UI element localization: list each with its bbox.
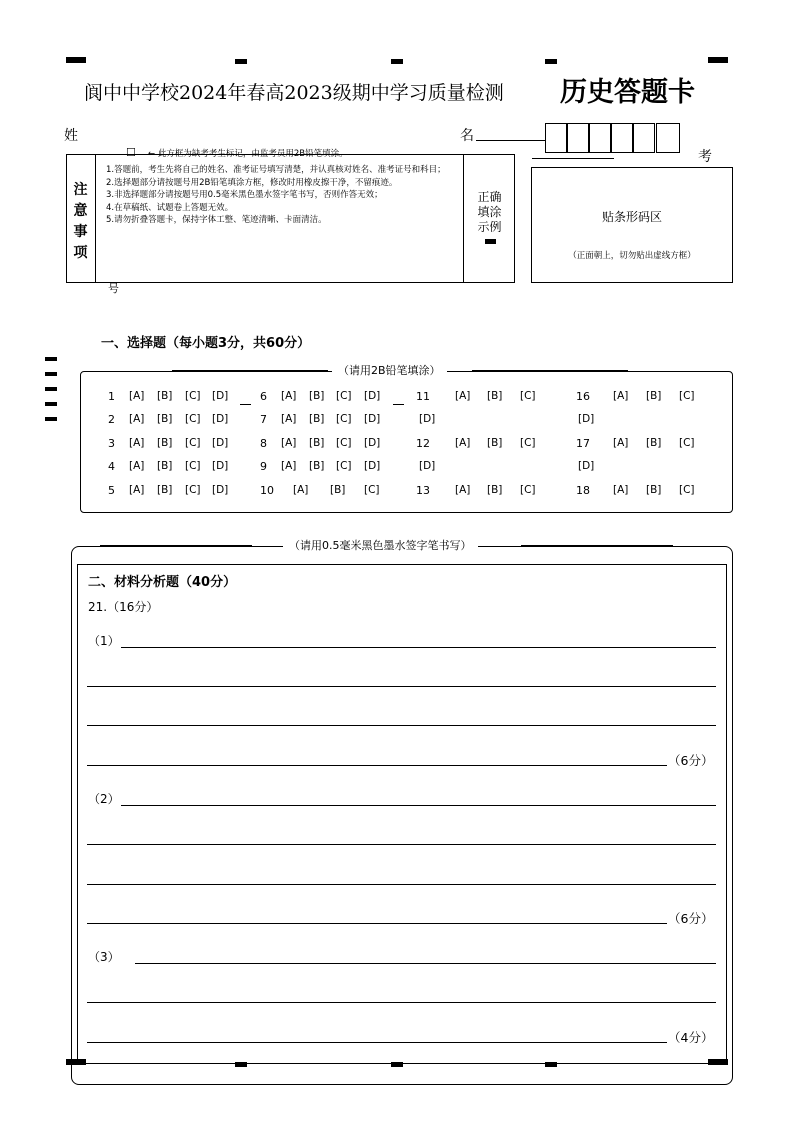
exam-number-field[interactable] [532, 158, 614, 159]
exam-digit-box[interactable] [656, 123, 680, 153]
choice-option[interactable]: [C] [185, 437, 201, 449]
answer-line[interactable] [87, 725, 716, 726]
timing-mark [545, 1062, 557, 1067]
choice-option[interactable]: [B] [309, 413, 325, 425]
side-mark [45, 357, 57, 361]
choice-option[interactable]: [C] [520, 437, 536, 449]
subject-title: 历史答题卡 [560, 77, 695, 108]
choice-number: 2 [108, 413, 115, 426]
exam-digit-box[interactable] [545, 123, 567, 153]
barcode-title: 贴条形码区 [601, 210, 662, 224]
notice-item: 5.请勿折叠答题卡，保持字体工整、笔迹清晰、卡面清洁。 [106, 215, 327, 225]
exam-digit-box[interactable] [633, 123, 655, 153]
hint-rule [100, 545, 252, 546]
name-label-2: 名 [460, 128, 474, 144]
choice-number: 8 [260, 437, 267, 450]
timing-mark [708, 57, 728, 63]
hint-rule [521, 545, 673, 546]
choice-option[interactable]: [B] [646, 437, 662, 449]
score-label-3: （4分） [668, 1030, 714, 1045]
timing-mark [66, 57, 86, 63]
choice-option[interactable]: [C] [185, 413, 201, 425]
exam-label-1: 考 [698, 149, 712, 165]
notice-item: 4.在草稿纸、试题卷上答题无效。 [106, 202, 234, 213]
name-field[interactable] [476, 140, 546, 141]
choice-option[interactable]: [D] [364, 437, 381, 449]
choice-option[interactable]: [A] [455, 437, 471, 449]
answer-line[interactable] [121, 805, 716, 806]
choice-option[interactable]: [D] [212, 413, 229, 425]
hint-rule [472, 370, 628, 371]
exam-digit-box[interactable] [611, 123, 633, 153]
choice-hint: （请用2B铅笔填涂） [332, 362, 447, 378]
choice-option[interactable]: [B] [157, 413, 173, 425]
choice-option[interactable]: [B] [487, 390, 503, 402]
choice-option[interactable]: [A] [281, 413, 297, 425]
choice-option[interactable]: [D] [364, 460, 381, 472]
choice-option[interactable]: [A] [129, 413, 145, 425]
exam-digit-box[interactable] [589, 123, 611, 153]
choice-option[interactable]: [C] [679, 484, 695, 496]
answer-line[interactable] [87, 884, 716, 885]
choice-option[interactable]: [B] [157, 484, 173, 496]
choice-option[interactable]: [B] [646, 390, 662, 402]
choice-number: 12 [416, 437, 430, 450]
timing-mark [391, 1062, 403, 1067]
timing-mark [235, 59, 247, 64]
notice-label [66, 180, 95, 264]
timing-mark [545, 59, 557, 64]
notice-label-char: 事 [73, 224, 88, 240]
choice-option[interactable]: [B] [157, 390, 173, 402]
choice-option[interactable]: [C] [336, 413, 352, 425]
choice-option[interactable]: [A] [281, 437, 297, 449]
answer-line[interactable] [135, 963, 716, 964]
answer-hint: （请用0.5毫米黑色墨水签字笔书写） [283, 537, 478, 553]
answer-line[interactable] [121, 647, 716, 648]
choice-option[interactable]: [C] [336, 460, 352, 472]
choice-option[interactable]: [B] [487, 437, 503, 449]
choice-option[interactable]: [C] [364, 484, 380, 496]
answer-line[interactable] [87, 844, 716, 845]
choice-option[interactable]: [A] [455, 484, 471, 496]
choice-option[interactable]: [A] [129, 390, 145, 402]
answer-line[interactable] [87, 923, 667, 924]
choice-option[interactable]: [C] [336, 390, 352, 402]
subquestion-1-label: （1） [88, 634, 120, 648]
choice-option[interactable]: [B] [309, 460, 325, 472]
notice-item: 2.选择题部分请按题号用2B铅笔填涂方框，修改时用橡皮擦干净，不留痕迹。 [106, 177, 398, 188]
choice-number: 4 [108, 460, 115, 473]
question-21-label: 21.（16分） [88, 600, 159, 614]
choice-option[interactable]: [D] [212, 437, 229, 449]
choice-option[interactable]: [C] [185, 460, 201, 472]
choice-number: 9 [260, 460, 267, 473]
notice-label-char: 注 [73, 182, 88, 198]
choice-option[interactable]: [C] [185, 390, 201, 402]
hint-rule [172, 370, 328, 371]
choice-option[interactable]: [D] [364, 413, 381, 425]
exam-digit-box[interactable] [567, 123, 589, 153]
choice-option[interactable]: [A] [129, 484, 145, 496]
choice-option[interactable]: [C] [336, 437, 352, 449]
choice-option[interactable]: [A] [613, 437, 629, 449]
notice-label-char: 意 [73, 203, 88, 219]
exam-label-2: 号 [108, 282, 119, 295]
side-mark [45, 387, 57, 391]
fill-example-label [464, 190, 515, 235]
choice-option[interactable]: [C] [679, 390, 695, 402]
choice-option[interactable]: [A] [129, 437, 145, 449]
choice-option[interactable]: [B] [330, 484, 346, 496]
notice-label-divider [95, 154, 96, 283]
choice-option[interactable]: [B] [157, 437, 173, 449]
choice-option[interactable]: [A] [455, 390, 471, 402]
choice-option[interactable]: [D] [364, 390, 381, 402]
section2-title: 二、材料分析题（40分） [88, 575, 237, 590]
timing-mark [235, 1062, 247, 1067]
subquestion-2-label: （2） [88, 792, 120, 806]
answer-line[interactable] [87, 1002, 716, 1003]
notice-label-char: 项 [73, 245, 88, 261]
filled-mark-example [485, 239, 496, 244]
answer-line[interactable] [87, 686, 716, 687]
choice-number: 5 [108, 484, 115, 497]
choice-option[interactable]: [A] [293, 484, 309, 496]
choice-number: 11 [416, 390, 430, 403]
choice-number: 16 [576, 390, 590, 403]
answer-line[interactable] [87, 765, 667, 766]
choice-option[interactable]: [D] [578, 413, 595, 425]
choice-number: 18 [576, 484, 590, 497]
absent-checkbox[interactable]: ☐ [126, 146, 136, 159]
choice-option[interactable]: [A] [613, 390, 629, 402]
choice-number: 13 [416, 484, 430, 497]
side-mark [45, 372, 57, 376]
choice-option[interactable]: [C] [679, 437, 695, 449]
choice-number: 6 [260, 390, 267, 403]
choice-option[interactable]: [A] [281, 460, 297, 472]
notice-item: 1.答题前，考生先将自己的姓名、准考证号填写清楚，并认真核对姓名、准考证号和科目； [106, 165, 446, 175]
notice-items [106, 164, 462, 227]
choice-option[interactable]: [B] [309, 437, 325, 449]
score-label-1: （6分） [668, 753, 714, 768]
row-separator [240, 404, 251, 405]
choice-option[interactable]: [C] [520, 484, 536, 496]
choice-option[interactable]: [B] [157, 460, 173, 472]
choice-option[interactable]: [A] [129, 460, 145, 472]
subquestion-3-label: （3） [88, 950, 120, 964]
choice-box [80, 371, 733, 513]
side-mark [45, 402, 57, 406]
choice-option[interactable]: [D] [212, 390, 229, 402]
choice-option[interactable]: [B] [487, 484, 503, 496]
choice-option[interactable]: [D] [212, 460, 229, 472]
timing-mark [391, 59, 403, 64]
timing-mark [708, 1059, 728, 1065]
section1-title: 一、选择题（每小题3分，共60分） [101, 336, 311, 351]
choice-option[interactable]: [D] [419, 413, 436, 425]
answer-inner-box [77, 564, 727, 1064]
fill-example-char: 示例 [477, 220, 502, 234]
choice-option[interactable]: [C] [185, 484, 201, 496]
choice-number: 3 [108, 437, 115, 450]
fill-example-char: 填涂 [477, 205, 502, 219]
absent-text: ← 此方框为缺考考生标记，由监考员用2B铅笔填涂。 [148, 149, 348, 159]
choice-number: 7 [260, 413, 267, 426]
row-separator [393, 404, 404, 405]
choice-option[interactable]: [C] [520, 390, 536, 402]
school-title: 阆中中学校2024年春高2023级期中学习质量检测 [84, 82, 504, 104]
choice-option[interactable]: [A] [613, 484, 629, 496]
timing-mark [66, 1059, 86, 1065]
score-label-2: （6分） [668, 911, 714, 926]
choice-option[interactable]: [A] [281, 390, 297, 402]
choice-number: 10 [260, 484, 274, 497]
barcode-hint: （正面朝上，切勿贴出虚线方框） [568, 251, 696, 261]
choice-number: 17 [576, 437, 590, 450]
choice-option[interactable]: [D] [212, 484, 229, 496]
choice-option[interactable]: [D] [578, 460, 595, 472]
choice-option[interactable]: [B] [646, 484, 662, 496]
choice-option[interactable]: [B] [309, 390, 325, 402]
notice-item: 3.非选择题部分请按题号用0.5毫米黑色墨水签字笔书写，否则作答无效； [106, 190, 383, 200]
choice-number: 1 [108, 390, 115, 403]
fill-example-char: 正确 [477, 190, 502, 204]
name-label-1: 姓 [64, 128, 78, 144]
side-mark [45, 417, 57, 421]
choice-option[interactable]: [D] [419, 460, 436, 472]
barcode-area [531, 167, 733, 283]
answer-line[interactable] [87, 1042, 667, 1043]
